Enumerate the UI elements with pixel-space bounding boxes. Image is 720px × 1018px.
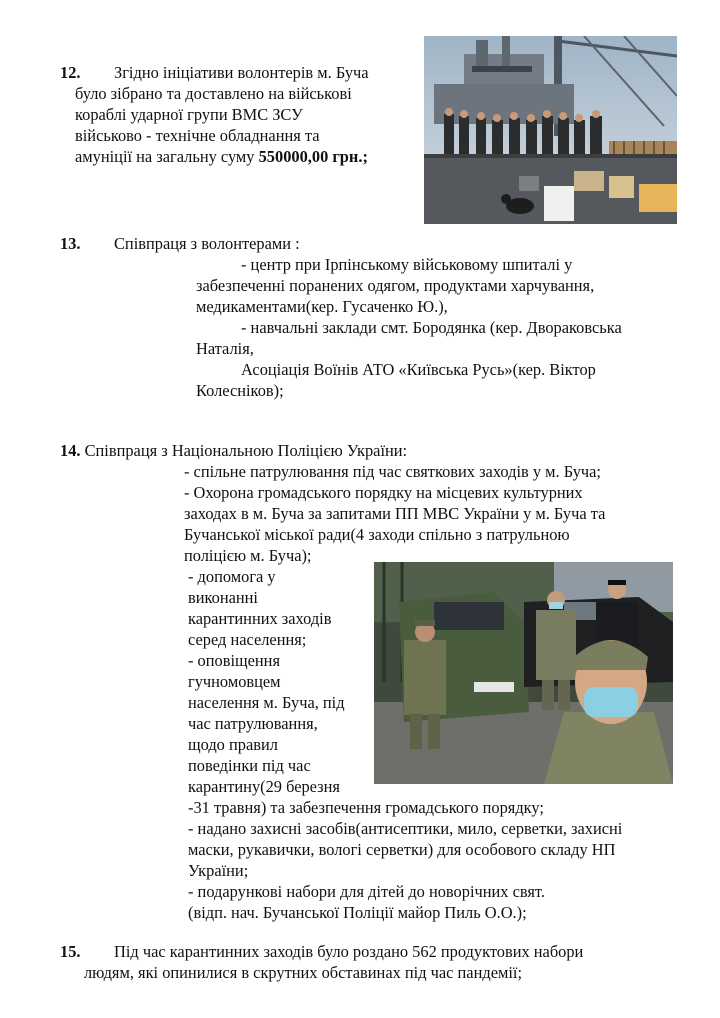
item-14-line: серед населення;: [188, 630, 307, 649]
item-13-line: Колесніков);: [196, 381, 284, 400]
ship-volunteers-photo: [424, 36, 677, 224]
item-12-number: 12.: [60, 63, 81, 82]
item-14-line: України;: [188, 861, 249, 880]
item-14-details-continued: [188, 797, 622, 923]
item-14-line: гучномовцем: [188, 672, 281, 691]
item-12-line: було зібрано та доставлено на військові: [75, 84, 352, 103]
item-12-line: амуніції на загальну суму: [75, 147, 259, 166]
item-14-title: Співпраця з Національною Поліцією України:: [80, 441, 408, 460]
item-14-line: поліцією м. Буча);: [184, 546, 312, 565]
item-14-line: карантинних заходів: [188, 609, 332, 628]
item-14-line: - спільне патрулювання під час святкових заходів у м. Буча;: [184, 462, 601, 481]
item-13-number: 13.: [60, 234, 81, 253]
item-14-line: маски, рукавички, вологі серветки) для особового складу НП: [188, 840, 616, 859]
item-12-line: Згідно ініціативи волонтерів м. Буча: [114, 63, 369, 82]
item-12-line: військово - технічне обладнання та: [75, 126, 320, 145]
item-14-line: - оповіщення: [188, 651, 280, 670]
item-15-number: 15.: [60, 942, 81, 961]
item-14-line: - подарункові набори для дітей до новорічних свят.: [188, 882, 545, 901]
item-14-line: Бучанської міської ради(4 заходи спільно з патрульною: [184, 525, 570, 544]
item-14-line: населення м. Буча, під: [188, 693, 345, 712]
item-14-line: поведінки під час: [188, 756, 311, 775]
item-13-title: Співпраця з волонтерами :: [114, 234, 300, 253]
item-14-line: заходах в м. Буча за запитами ПП МВС України у м. Буча та: [184, 504, 606, 523]
item-13-line: - центр при Ірпінському військовому шпиталі у: [241, 255, 573, 274]
item-14-line: - допомога у: [188, 567, 276, 586]
item-14-line: (відп. нач. Бучанської Поліції майор Пиль О.О.);: [188, 903, 527, 922]
item-12-amount: 550000,00 грн.;: [258, 147, 368, 166]
item-14: [60, 440, 407, 461]
police-patrol-photo: [374, 562, 673, 784]
item-13-line: Асоціація Воїнів АТО «Київська Русь»(кер. Віктор: [241, 360, 596, 379]
item-14-line: виконанні: [188, 588, 258, 607]
item-15-line: людям, які опинилися в скрутних обставинах під час пандемії;: [84, 963, 523, 982]
item-13-details: [196, 254, 622, 401]
item-12-line: кораблі ударної групи ВМС ЗСУ: [75, 105, 303, 124]
item-14-line: -31 травня) та забезпечення громадського порядку;: [188, 798, 544, 817]
item-14-details: [184, 461, 605, 566]
item-14-line: - надано захисні засобів(антисептики, мило, серветки, захисні: [188, 819, 623, 838]
item-13-line: забезпеченні поранених одягом, продуктами харчування,: [196, 276, 595, 295]
item-14-line: час патрулювання,: [188, 714, 318, 733]
item-13-line: Наталія,: [196, 339, 254, 358]
item-15-line: Під час карантинних заходів було роздано 562 продуктових набори: [114, 942, 584, 961]
item-14-line: - Охорона громадського порядку на місцевих культурних: [184, 483, 583, 502]
item-13-line: медикаментами(кер. Гусаченко Ю.),: [196, 297, 448, 316]
item-14-number: 14.: [60, 441, 81, 460]
item-14-line: щодо правил: [188, 735, 278, 754]
item-13-line: - навчальні заклади смт. Бородянка (кер. Двораковська: [241, 318, 622, 337]
item-14-quarantine-list: [188, 566, 345, 797]
item-14-line: карантину(29 березня: [188, 777, 340, 796]
